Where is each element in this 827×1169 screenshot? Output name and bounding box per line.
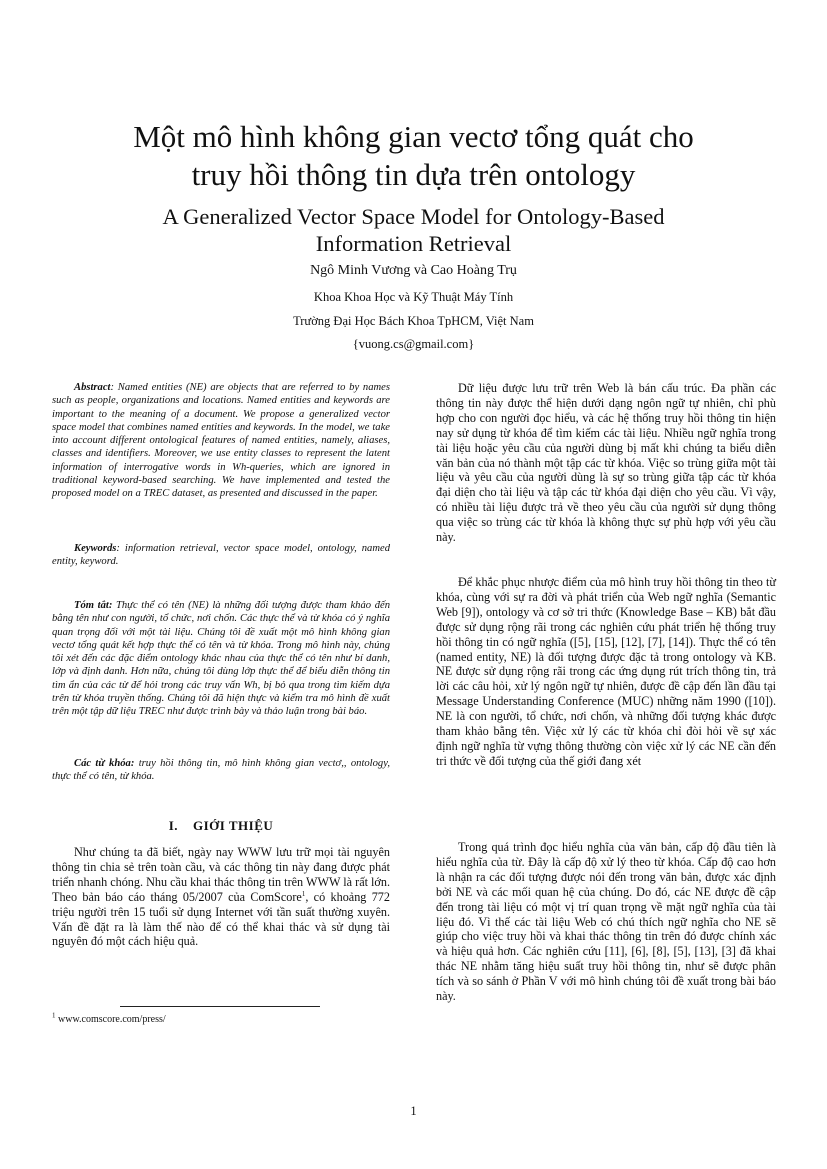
right-paragraph-3 bbox=[436, 840, 776, 1004]
tukhoa-paragraph bbox=[52, 757, 390, 784]
section-number: I. bbox=[168, 818, 179, 833]
page-number: 1 bbox=[410, 1104, 417, 1118]
intro-text-a: Như chúng ta đã biết, ngày nay WWW lưu trữ mọi tài nguyên thông tin chia sẻ trên toàn cầu, và các thông tin này đang được phát triển nhanh chóng. Nhu cầu khai thác thông tin trên WWW là rất lớn. Theo bản báo cáo tháng 05/2007 của ComScore bbox=[52, 845, 391, 904]
abstract-paragraph bbox=[52, 381, 390, 501]
tomtat-paragraph bbox=[52, 599, 390, 719]
title-english bbox=[60, 203, 767, 257]
intro-paragraph bbox=[52, 845, 390, 949]
footnote-text: www.comscore.com/press/ bbox=[55, 1014, 166, 1025]
body-paragraph: Để khắc phục nhược điểm của mô hình truy hồi thông tin theo từ khóa, cùng với sự ra đời và phát triển của Web ngữ nghĩa (Semantic Web [9]), ontology và cơ sở tri thức (Knowledge Base – KB) bắt đầu được sử dụng rộng rãi trong các nghiên cứu phát triển hệ thống truy hồi thông tin có ngữ nghĩa ([5], [15], [12], [7], [14]). Thực thể có tên (named entity, NE) là đối tượng được đặc tả trong ontology và KB. NE được sử dụng rộng rãi trong các ứng dụng rút trích thông tin, trả lời các câu hỏi, xử lý ngôn ngữ tự nhiên, được đề cập đến lần đầu tại Message Understanding Conference (MUC) những năm 1990 ([10]). NE là con người, tổ chức, nơi chốn, và những đối tượng khác được tham khảo bằng tên. Việc xử lý các từ khóa chỉ đòi hỏi về sự xác định ngữ nghĩa từ vựng thông thường còn việc xử lý các NE cần đến tri thức về đối tượng của thế giới đang xét bbox=[436, 575, 776, 768]
footnote-ref: 1 bbox=[301, 889, 306, 898]
affiliation-university: Trường Đại Học Bách Khoa TpHCM, Việt Nam bbox=[293, 314, 534, 328]
affiliation-department: Khoa Khoa Học và Kỹ Thuật Máy Tính bbox=[313, 290, 514, 304]
body-paragraph: Trong quá trình đọc hiểu nghĩa của văn bản, cấp độ đầu tiên là hiểu nghĩa của từ. Đây là cấp độ xử lý theo từ khóa. Cấp độ cao hơn là nhận ra các đối tượng được nói đến trong văn bản, được xác định bởi NE và các mối quan hệ của chúng. Do đó, các NE được đề cập đến trong tài liệu có một vị trí quan trọng về mặt ngữ nghĩa của tài liệu đó. Vì thế các tài liệu Web có chú thích ngữ nghĩa cho NE sẽ giúp cho việc truy hồi và khai thác thông tin trên đó được chính xác và hiệu quả hơn. Các nghiên cứu [11], [6], [8], [5], [13], [3] đã khai thác NE nhằm tăng hiệu suất truy hồi thông tin, như sẽ được phân tích và so sánh ở Phần V với mô hình chúng tôi đề xuất trong bài báo này. bbox=[436, 840, 776, 1004]
title-en-line-2: Information Retrieval bbox=[315, 231, 512, 256]
keywords-vietnamese bbox=[52, 757, 390, 784]
tukhoa-text: truy hồi thông tin, mô hình không gian vectơ,, ontology, thực thể có tên, từ khóa. bbox=[52, 758, 390, 783]
title-en-line-1: A Generalized Vector Space Model for Ontology-Based bbox=[162, 204, 665, 229]
keywords-label: Keywords bbox=[74, 543, 117, 554]
abstract-vietnamese bbox=[52, 599, 390, 719]
abstract-label: Abstract bbox=[74, 382, 111, 393]
author-email: {vuong.cs@gmail.com} bbox=[352, 337, 475, 351]
title-vi-line-1: Một mô hình không gian vectơ tổng quát cho bbox=[133, 119, 694, 154]
title-vietnamese bbox=[60, 118, 767, 194]
section-heading-introduction bbox=[52, 818, 390, 834]
section-title: GIỚI THIỆU bbox=[193, 818, 274, 833]
footnote bbox=[52, 1011, 166, 1025]
tomtat-label: Tóm tắt: bbox=[74, 600, 113, 611]
keywords-text: : information retrieval, vector space model, ontology, named entity, keyword. bbox=[52, 543, 390, 568]
footnote-mark: 1 bbox=[52, 1011, 56, 1020]
right-paragraph-1 bbox=[436, 381, 776, 545]
tukhoa-label: Các từ khóa: bbox=[74, 758, 135, 769]
right-paragraph-2 bbox=[436, 575, 776, 769]
title-vi-line-2: truy hồi thông tin dựa trên ontology bbox=[191, 157, 636, 192]
intro-text-b: , có khoảng 772 triệu người trên 15 tuổi sử dụng Internet với tần suất thường xuyên. Vấn đề đặt ra là làm thế nào để có thể khai thác và sử dụng tài nguyên đó một cách hiệu quả. bbox=[52, 889, 390, 949]
footnote-divider bbox=[120, 1006, 320, 1007]
introduction-paragraph-1 bbox=[52, 845, 390, 949]
abstract-text: : Named entities (NE) are objects that are referred to by names such as people, organizations and locations. Named entities and keywords are important to the meaning of a document. We propose a generalized vector space model that combines named entities and keywords. In the model, we take into account different ontological features of named entities, namely, aliases, classes and identifiers. Moreover, we use entity classes to represent the latent information of interrogative words in Wh-queries, which are ignored in traditional keyword-based searching. We have implemented and tested the proposed model on a TREC dataset, as presented and discussed in the paper. bbox=[52, 382, 390, 500]
authors: Ngô Minh Vương và Cao Hoàng Trụ bbox=[310, 263, 517, 278]
keywords-english bbox=[52, 542, 390, 569]
keywords-paragraph bbox=[52, 542, 390, 569]
tomtat-text: Thực thể có tên (NE) là những đối tượng được tham khảo đến bằng tên như con người, tổ chức, nơi chốn. Các thực thể và từ khóa có ý nghĩa quan trọng đối với một tài liệu. Chúng tôi đề xuất một mô hình không gian vectơ tổng quát kết hợp thực thể có tên và từ khóa. Trong mô hình này, chúng tôi xét đến các đặc điểm ontology khác nhau của thực thể có tên như bí danh, lớp và định danh. Hơn nữa, chúng tôi dùng lớp thực thể để biểu diễn thông tin tìm ẩn của các từ để hỏi trong các truy vấn Wh, bị bỏ qua trong tìm kiếm dựa trên từ khóa truyền thống. Chúng tôi đã hiện thực và kiểm tra mô hình đề xuất trên một tập dữ liệu TREC như được trình bày và thảo luận trong bài báo. bbox=[52, 600, 390, 718]
abstract-english bbox=[52, 381, 390, 501]
body-paragraph: Dữ liệu được lưu trữ trên Web là bán cấu trúc. Đa phần các thông tin này được thể hiện dưới dạng ngôn ngữ tự nhiên, chỉ phù hợp cho con người đọc hiểu, và các hệ thống truy hồi thông tin hiện nay sử dụng từ khóa để tìm kiếm các tài liệu. Nhiều ngữ nghĩa trong tài liệu hoặc yêu cầu của người dùng bị mất khi chúng ta biểu diễn văn bản của nó thành một tập các từ khóa. Việc so trùng giữa một tài liệu và yêu cầu của người dùng là sự so trùng giữa tập các từ khóa đại diện cho tài liệu và tập các từ khóa đại diện cho yêu cầu. Vì vậy, có nhiều tài liệu được trả về theo yêu cầu của người sử dụng thông qua việc so trùng các từ khóa là không thực sự phù hợp với yêu cầu này. bbox=[436, 381, 776, 545]
